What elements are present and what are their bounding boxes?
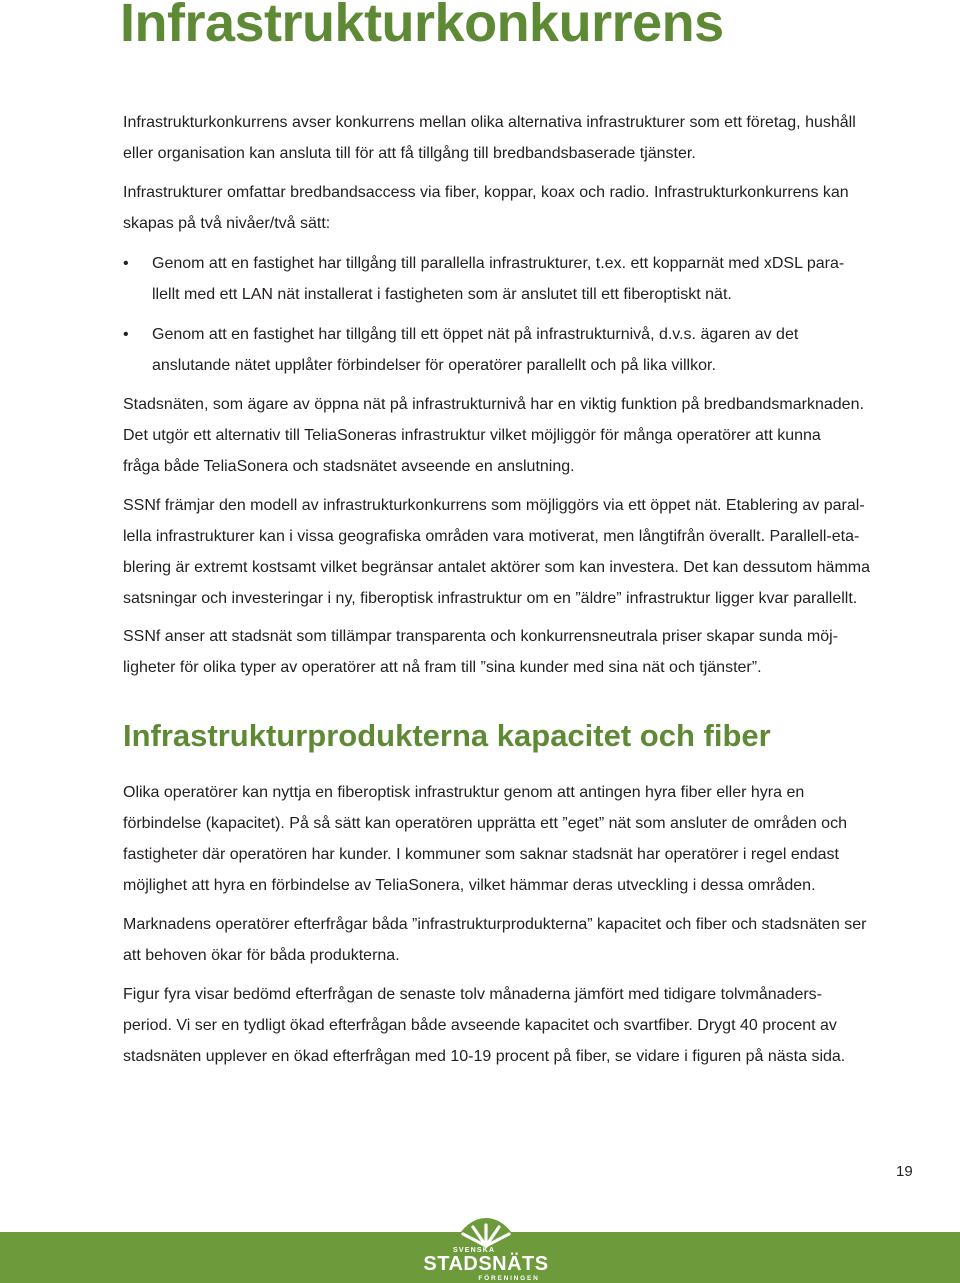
text-line: Olika operatörer kan nyttja en fiberoptisk infrastruktur genom att antingen hyra fiber eller hyra en — [123, 784, 805, 801]
paragraph-stadsnaten — [123, 389, 864, 482]
text-line: Infrastrukturer omfattar bredbandsaccess via fiber, koppar, koax och radio. Infrastrukturkonkurrens kan — [123, 184, 849, 201]
text-line: eller organisation kan ansluta till för att få tillgång till bredbandsbaserade tjänster. — [123, 145, 696, 162]
logo-top-text: SVENSKA — [453, 1247, 496, 1254]
paragraph-levels — [123, 177, 849, 239]
section-heading: Infrastrukturprodukterna kapacitet och fiber — [123, 718, 771, 753]
text-line: Figur fyra visar bedömd efterfrågan de senaste tolv månaderna jämfört med tidigare tolvmånaders- — [123, 986, 823, 1003]
page-number: 19 — [896, 1163, 913, 1180]
list-item-open-network — [152, 319, 798, 381]
text-line: SSNf anser att stadsnät som tillämpar transparenta och konkurrensneutrala priser skapar sunda möj- — [123, 628, 839, 645]
text-line: Genom att en fastighet har tillgång till parallella infrastrukturer, t.ex. ett kopparnät med xDSL para- — [152, 255, 845, 272]
text-line: fråga både TeliaSonera och stadsnätet avseende en anslutning. — [123, 458, 575, 475]
text-line: fastigheter där operatören har kunder. I kommuner som saknar stadsnät har operatörer i regel endast — [123, 846, 839, 863]
page-title: Infrastrukturkonkurrens — [120, 0, 724, 53]
paragraph-ssnf-opinion — [123, 621, 838, 683]
stadsnats-logo — [413, 1216, 559, 1283]
text-line: skapas på två nivåer/två sätt: — [123, 215, 331, 232]
text-line: llellt med ett LAN nät installerat i fastigheten som är anslutet till ett fiberoptiskt nät. — [152, 286, 732, 303]
text-line: blering är extremt kostsamt vilket begränsar antalet aktörer som kan investera. Det kan dessutom hämma — [123, 559, 870, 576]
logo-main-text: STADSNÄTS — [423, 1253, 549, 1275]
text-line: period. Vi ser en tydligt ökad efterfrågan både avseende kapacitet och svartfiber. Drygt 40 procent av — [123, 1017, 837, 1034]
text-line: anslutande nätet upplåter förbindelser för operatörer parallellt och på lika villkor. — [152, 357, 716, 374]
text-line: ligheter för olika typer av operatörer att nå fram till ”sina kunder med sina nät och tjänster”. — [123, 659, 762, 676]
text-line: att behoven ökar för båda produkterna. — [123, 947, 400, 964]
text-line: Infrastrukturkonkurrens avser konkurrens mellan olika alternativa infrastrukturer som ett företag, hushåll — [123, 114, 856, 131]
text-line: Genom att en fastighet har tillgång till ett öppet nät på infrastrukturnivå, d.v.s. ägaren av det — [152, 326, 799, 343]
paragraph-market-demand — [123, 909, 867, 971]
list-item-parallel — [152, 248, 844, 310]
text-line: möjlighet att hyra en förbindelse av TeliaSonera, vilket hämmar deras utveckling i dessa områden. — [123, 877, 816, 894]
paragraph-intro — [123, 107, 856, 169]
paragraph-ssnf-model — [123, 490, 870, 614]
text-line: förbindelse (kapacitet). På så sätt kan operatören upprätta ett ”eget” nät som ansluter de områden och — [123, 815, 847, 832]
text-line: stadsnäten upplever en ökad efterfrågan med 10-19 procent på fiber, se vidare i figuren på nästa sida. — [123, 1048, 846, 1065]
text-line: Det utgör ett alternativ till TeliaSoneras infrastruktur vilket möjliggör för många operatörer att kunna — [123, 427, 821, 444]
text-line: lella infrastrukturer kan i vissa geografiska områden vara motiverat, men långtifrån överallt. Parallell-eta- — [123, 528, 860, 545]
logo-bottom-text: FÖRENINGEN — [478, 1275, 540, 1282]
text-line: Marknadens operatörer efterfrågar båda ”infrastrukturprodukterna” kapacitet och fiber och stadsnäten ser — [123, 916, 867, 933]
bullet-mark: • — [123, 255, 129, 272]
text-line: satsningar och investeringar i ny, fiberoptisk infrastruktur om en ”äldre” infrastruktur ligger kvar parallellt. — [123, 590, 858, 607]
paragraph-operators — [123, 777, 847, 901]
bullet-mark: • — [123, 326, 129, 343]
paragraph-figure-four — [123, 979, 845, 1072]
text-line: SSNf främjar den modell av infrastrukturkonkurrens som möjliggörs via ett öppet nät. Etablering av paral- — [123, 497, 865, 514]
text-line: Stadsnäten, som ägare av öppna nät på infrastrukturnivå har en viktig funktion på bredbandsmarknaden. — [123, 396, 864, 413]
